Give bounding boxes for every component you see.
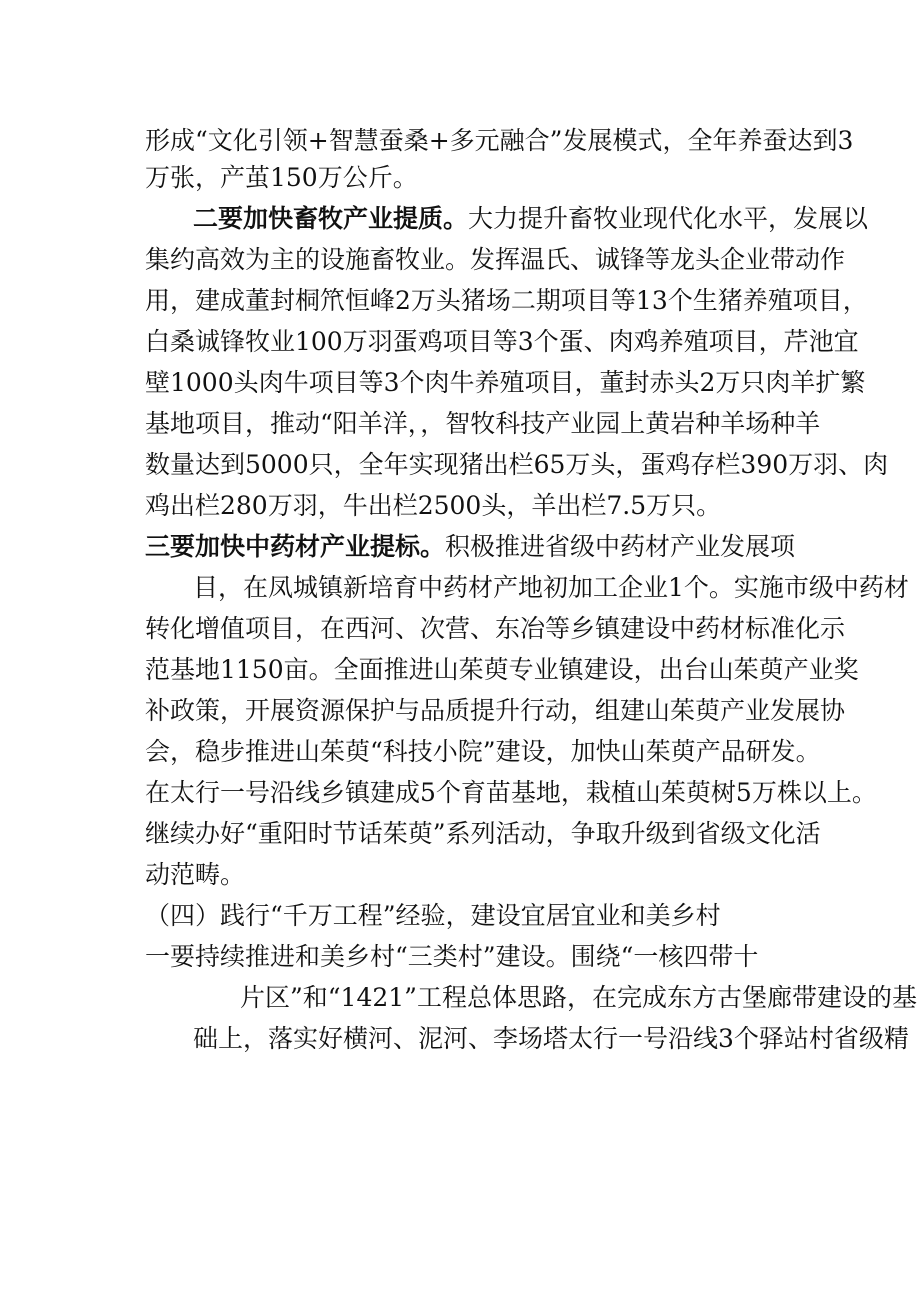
text-line: 继续办好“重阳时节话茱萸”系列活动，争取升级到省级文化活: [145, 819, 821, 848]
text-line: 用，建成董封桐笊恒峰2万头猪场二期项目等13个生猪养殖项目，: [145, 286, 868, 315]
text-line: 目，在凤城镇新培育中药材产地初加工企业1个。实施市级中药材: [193, 573, 909, 602]
text-line: 集约高效为主的设施畜牧业。发挥温氏、诚锋等龙头企业带动作: [145, 245, 846, 274]
text-line: 白桑诚锋牧业100万羽蛋鸡项目等3个蛋、肉鸡养殖项目，芹池宜: [145, 327, 859, 356]
text-line: 万张，产茧150万公斤。: [145, 163, 418, 192]
text-line: 数量达到5000只，全年实现猪出栏65万头，蛋鸡存栏390万羽、肉: [145, 450, 889, 479]
text-line: 一要持续推进和美乡村“三类村”建设。围绕“一核四带十: [145, 942, 759, 971]
text-line: 动范畴。: [145, 860, 246, 889]
paragraph-heading-line: [0, 527, 920, 567]
paragraph-heading: 二要加快畜牧产业提质。: [193, 204, 469, 233]
text-line: 补政策，开展资源保护与品质提升行动，组建山茱萸产业发展协: [145, 696, 846, 725]
text-line: 片区”和“1421”工程总体思路，在完成东方古堡廊带建设的基: [240, 983, 917, 1012]
paragraph-heading: 三要加快中药材产业提标。: [145, 532, 446, 561]
section-heading: （四）践行“千万工程”经验，建设宜居宜业和美乡村: [145, 901, 721, 930]
text-line: 转化增值项目，在西河、次营、东冶等乡镇建设中药材标准化示: [145, 614, 846, 643]
text-line: 基地项目，推动“阳羊洋，，智牧科技产业园上黄岩种羊场种羊: [145, 409, 821, 438]
text-line: 壁1000头肉牛项目等3个肉牛养殖项目，董封赤头2万只肉羊扩繁: [145, 368, 866, 397]
text-line: 范基地1150亩。全面推进山茱萸专业镇建设，出台山茱萸产业奖: [145, 655, 859, 684]
text-span: 积极推进省级中药材产业发展项: [445, 532, 796, 561]
text-span: 大力提升畜牧业现代化水平，发展以: [468, 204, 869, 233]
text-line: 在太行一号沿线乡镇建成5个育苗基地，栽植山茱萸树5万株以上。: [145, 778, 877, 807]
text-line: 会，稳步推进山茱萸“科技小院”建设，加快山茱萸产品研发。: [145, 737, 821, 766]
text-line: 鸡出栏280万羽，牛出栏2500头，羊出栏7.5万只。: [145, 491, 722, 520]
paragraph-heading-line: [0, 199, 920, 239]
text-line: 础上，落实好横河、泥河、李场塔太行一号沿线3个驿站村省级精: [193, 1024, 909, 1053]
text-line: 形成“文化引领+智慧蚕桑+多元融合”发展模式，全年养蚕达到3: [145, 126, 854, 155]
